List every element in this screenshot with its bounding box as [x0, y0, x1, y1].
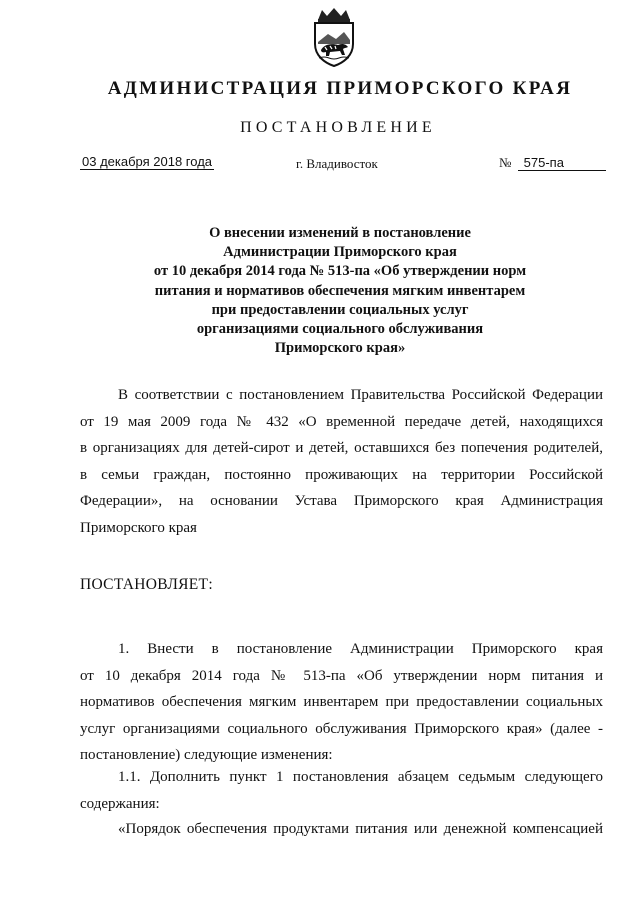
- number-value: 575-па: [518, 155, 606, 171]
- text-line: «Порядок обеспечения продуктами питания или денежной компенсацией: [118, 821, 603, 837]
- document-type: ПОСТАНОВЛЕНИЕ: [240, 119, 436, 136]
- subject-line: Администрации Приморского края: [223, 244, 457, 261]
- document-subject: [100, 224, 580, 358]
- text-line: В соответствии с постановлением Правительства Российской Федерации: [118, 387, 603, 403]
- decree-heading: ПОСТАНОВЛЯЕТ:: [80, 576, 213, 593]
- text-line: услуг организациями социального обслуживания Приморского края» (далее -: [80, 720, 603, 737]
- document-date: [80, 154, 214, 169]
- date-value: 03 декабря 2018 года: [82, 154, 213, 169]
- text-line: Приморского края: [80, 519, 197, 536]
- text-line: нормативов обеспечения мягким инвентарем при предоставлении социальных: [80, 694, 603, 710]
- preamble-paragraph: [80, 382, 603, 541]
- text-line: в организациях для детей-сирот и детей, оставшихся без попечения родителей,: [80, 440, 603, 456]
- number-sign: №: [499, 155, 512, 170]
- text-line: 1. Внести в постановление Администрации Приморского края: [118, 641, 603, 657]
- item-1-1-paragraph: [80, 764, 603, 817]
- document-city: г. Владивосток: [296, 156, 378, 171]
- quote-paragraph: [80, 816, 603, 843]
- subject-line: Приморского края»: [274, 340, 406, 357]
- item-1-paragraph: [80, 636, 603, 769]
- subject-line: организациями социального обслуживания: [196, 321, 484, 338]
- subject-line: при предоставлении социальных услуг: [211, 301, 469, 318]
- text-line: Федерации», на основании Устава Приморского края Администрация: [80, 493, 603, 509]
- text-line: в семьи граждан, постоянно проживающих на территории Российской: [80, 466, 603, 483]
- organization-title: АДМИНИСТРАЦИЯ ПРИМОРСКОГО КРАЯ: [107, 78, 573, 99]
- coat-of-arms-icon: [308, 6, 360, 68]
- text-line: содержания:: [80, 795, 160, 812]
- text-line: 1.1. Дополнить пункт 1 постановления абзацем седьмым следующего: [118, 769, 603, 785]
- text-line: от 19 мая 2009 года № 432 «О временной передаче детей, находящихся: [80, 413, 603, 430]
- subject-line: питания и нормативов обеспечения мягким инвентарем: [154, 282, 526, 299]
- text-line: постановление) следующие изменения:: [80, 747, 333, 763]
- text-line: от 10 декабря 2014 года № 513-па «Об утверждении норм питания и: [80, 667, 603, 684]
- subject-line: О внесении изменений в постановление: [209, 225, 471, 241]
- document-meta: [0, 154, 640, 178]
- document-number: [499, 155, 606, 171]
- subject-line: от 10 декабря 2014 года № 513-па «Об утверждении норм: [153, 263, 527, 280]
